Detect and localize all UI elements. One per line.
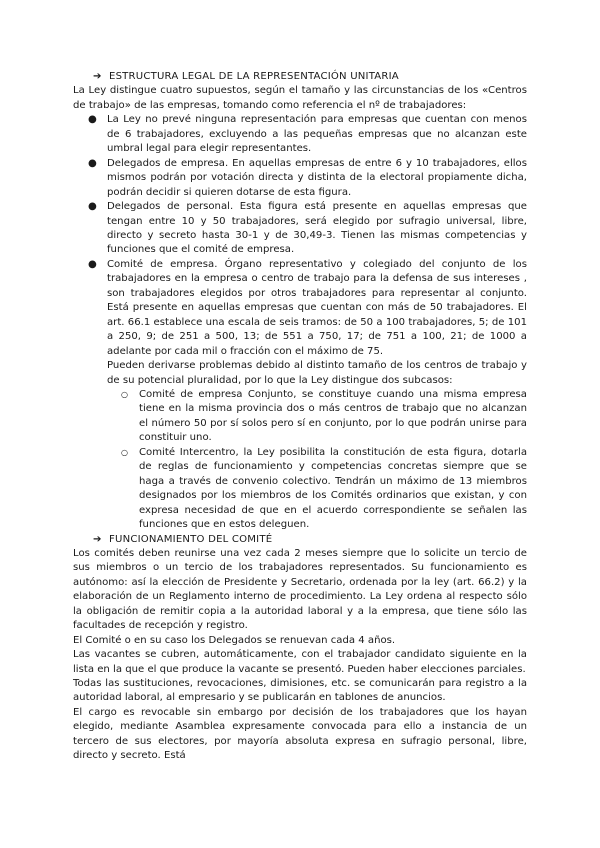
list-item-text: La Ley no prevé ninguna representación para empresas que cuentan con menos de 6 trabajadores, excluyendo a las pequeñas empresas que no alcanzan este umbral legal para elegir representantes. — [107, 114, 527, 155]
section-title: ESTRUCTURA LEGAL DE LA REPRESENTACIÓN UNITARIA — [109, 71, 399, 82]
list-item — [73, 157, 527, 200]
sub-list-item — [107, 388, 527, 446]
list-item — [73, 113, 527, 156]
bullet-icon: ● — [88, 258, 97, 270]
body-paragraph: El Comité o en su caso los Delegados se renuevan cada 4 años. — [73, 634, 396, 646]
subcase-list — [107, 388, 527, 533]
sub-list-item — [107, 446, 527, 533]
circle-bullet-icon: ○ — [121, 389, 128, 399]
arrow-icon: ➔ — [93, 533, 102, 545]
list-item — [73, 258, 527, 533]
section-heading-funcionamiento — [93, 533, 527, 547]
body-paragraph: Todas las sustituciones, revocaciones, dimisiones, etc. se comunicarán para registro a la autoridad laboral, al empresario y se publicarán en tablones de anuncios. — [73, 678, 527, 704]
bullet-icon: ● — [88, 114, 97, 126]
list-item-text: Comité de empresa. Órgano representativo y colegiado del conjunto de los trabajadores en la empresa o centro de trabajo para la defensa de sus intereses , son trabajadores elegidos por otros trabajadores para representar al conjunto. Está presente en aquellas empresas que cuentan con más de 50 trabajadores. El art. 66.1 establece una escala de seis tramos: de 50 a 100 trabajadores, 5; de 101 a 250, 9; de 251 a 500, 13; de 551 a 750, 17; de 751 a 100, 21; de 1000 a adelante por cada mil o fracción con el máximo de 75. — [107, 258, 527, 357]
body-paragraph: El cargo es revocable sin embargo por decisión de los trabajadores que los hayan elegido, mediante Asamblea expresamente convocada para ello a instancia de un tercero de sus electores, por mayoría absoluta expresa en sufragio personal, libre, directo y secreto. Está — [73, 706, 527, 762]
body-paragraph: Las vacantes se cubren, automáticamente, con el trabajador candidato siguiente en la lista en la que el que produce la vacante se presentó. Pueden haber elecciones parciales. — [73, 649, 527, 675]
bullet-icon: ● — [88, 201, 97, 213]
section-title: FUNCIONAMIENTO DEL COMITÉ — [109, 533, 273, 545]
list-item — [73, 200, 527, 258]
continuation-paragraph: Pueden derivarse problemas debido al distinto tamaño de los centros de trabajo y de su potencial pluralidad, por lo que la Ley distingue dos subcasos: — [107, 360, 527, 386]
representation-list — [73, 113, 527, 532]
circle-bullet-icon: ○ — [121, 447, 128, 457]
arrow-icon: ➔ — [93, 71, 102, 82]
bullet-icon: ● — [88, 157, 97, 169]
sub-list-item-text: Comité Intercentro, la Ley posibilita la constitución de esta figura, dotarla de reglas de funcionamiento y competencias concretas siempre que se haga a través de convenio colectivo. Tendrán un máximo de 13 miembros designados por los miembros de los Comités ordinarios que existan, y con expresa necesidad de que en el acuerdo correspondiente se señalen las funciones que en estos deleguen. — [139, 446, 527, 531]
list-item-text: Delegados de empresa. En aquellas empresas de entre 6 y 10 trabajadores, ellos mismos podrán por votación directa y distinta de la electoral propiamente dicha, podrán decidir si quieren dotarse de esta figura. — [107, 157, 527, 198]
intro-paragraph: La Ley distingue cuatro supuestos, según el tamaño y las circunstancias de los «Centros de trabajo» de las empresas, tomando como referencia el nº de trabajadores: — [73, 85, 527, 111]
section-heading-estructura — [93, 70, 527, 84]
list-item-text: Delegados de personal. Esta figura está presente en aquellas empresas que tengan entre 10 y 50 trabajadores, será elegido por sufragio universal, libre, directo y secreto hasta 30-1 y de 30,49-3. Tienen las mismas competencias y funciones que el comité de empresa. — [107, 201, 527, 256]
body-paragraph: Los comités deben reunirse una vez cada 2 meses siempre que lo solicite un tercio de sus miembros o un tercio de los trabajadores representados. Su funcionamiento es autónomo: así la elección de Presidente y Secretario, ordenada por la ley (art. 66.2) y la elaboración de un Reglamento interno de procedimiento. La Ley ordena al respecto sólo la obligación de remitir copia a la autoridad laboral y a la empresa, que tiene sólo las facultades de recepción y registro. — [73, 547, 527, 632]
sub-list-item-text: Comité de empresa Conjunto, se constituye cuando una misma empresa tiene en la misma provincia dos o más centros de trabajo que no alcanzan el número 50 por sí solos pero sí en conjunto, por lo que podrán unirse para constituir uno. — [139, 388, 527, 444]
